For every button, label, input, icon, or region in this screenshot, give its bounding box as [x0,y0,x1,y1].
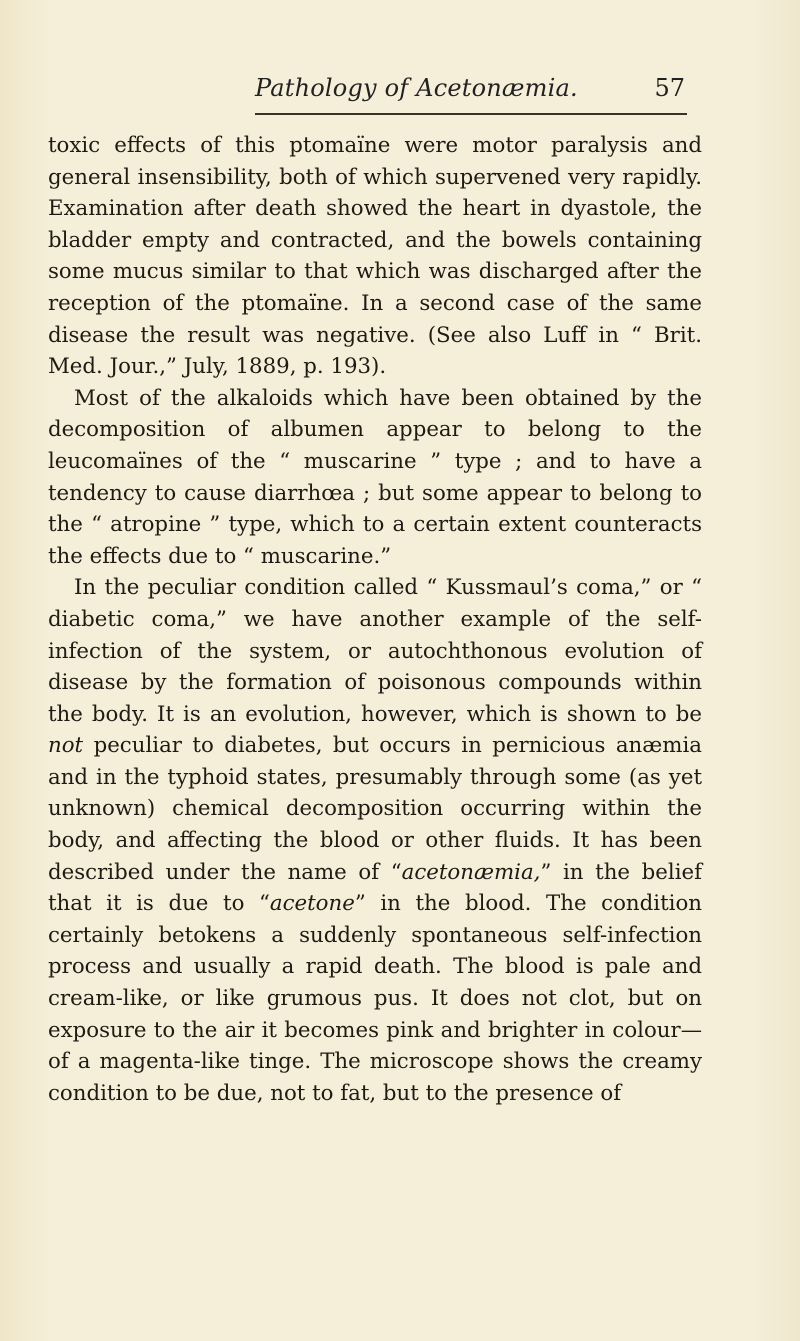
paragraph-3-italic-acetone: acetone [269,891,355,917]
paragraph-3-italic-acetonaemia: acetonæmia, [401,859,541,885]
paragraph-1 [48,130,702,383]
body-text [48,130,702,1109]
paragraph-3-text-b: peculiar to diabetes, but occurs in pernicious anæmia and in the typhoid states, presumably through some (as yet unknown) chemical decomposition occurring within the body, and affecting the blood or other fluids. It has been described under the name of “ [48,733,702,885]
paragraph-3-italic-not: not [48,733,84,759]
header-rule [255,113,687,115]
paragraph-2-text: Most of the alkaloids which have been obtained by the decomposition of albumen appear to belong to the leucomaïnes of the “ muscarine ” type ; and to have a tendency to cause diarrhœa ; but some appear to belong to the “ atropine ” type, which to a certain extent counteracts the effects due to “ muscarine.” [48,385,702,569]
paragraph-3 [48,572,702,1109]
page-number: 57 [654,74,685,102]
running-title: Pathology of Acetonæmia. [255,74,578,102]
paragraph-2 [48,383,702,573]
paragraph-1-text: toxic effects of this ptomaïne were motor paralysis and general insensibility, both of which supervened very rapidly. Examination after death showed the heart in dyastole, the bladder empty and contracted, and the bowels containing some mucus similar to that which was discharged after the reception of the ptomaïne. In a second case of the same disease the result was negative. (See also Luff in “ Brit. Med. Jour.,” July, 1889, p. 193). [48,133,702,380]
paragraph-3-text-d: ” in the blood. The condition certainly betokens a suddenly spontaneous self-infection process and usually a rapid death. The blood is pale and cream-like, or like grumous pus. It does not clot, but on exposure to the air it becomes pink and brighter in colour—of a magenta-like tinge. The microscope shows the creamy condition to be due, not to fat, but to the presence of [48,891,702,1106]
paragraph-3-text-a: In the peculiar condition called “ Kussmaul’s coma,” or “ diabetic coma,” we have another example of the self-infection of the system, or autochthonous evolution of disease by the formation of poisonous compounds within the body. It is an evolution, however, which is shown to be [48,575,702,727]
page-header [255,74,685,110]
paragraph-3-text-c: ” in the belief that it is due to “ [48,859,702,917]
